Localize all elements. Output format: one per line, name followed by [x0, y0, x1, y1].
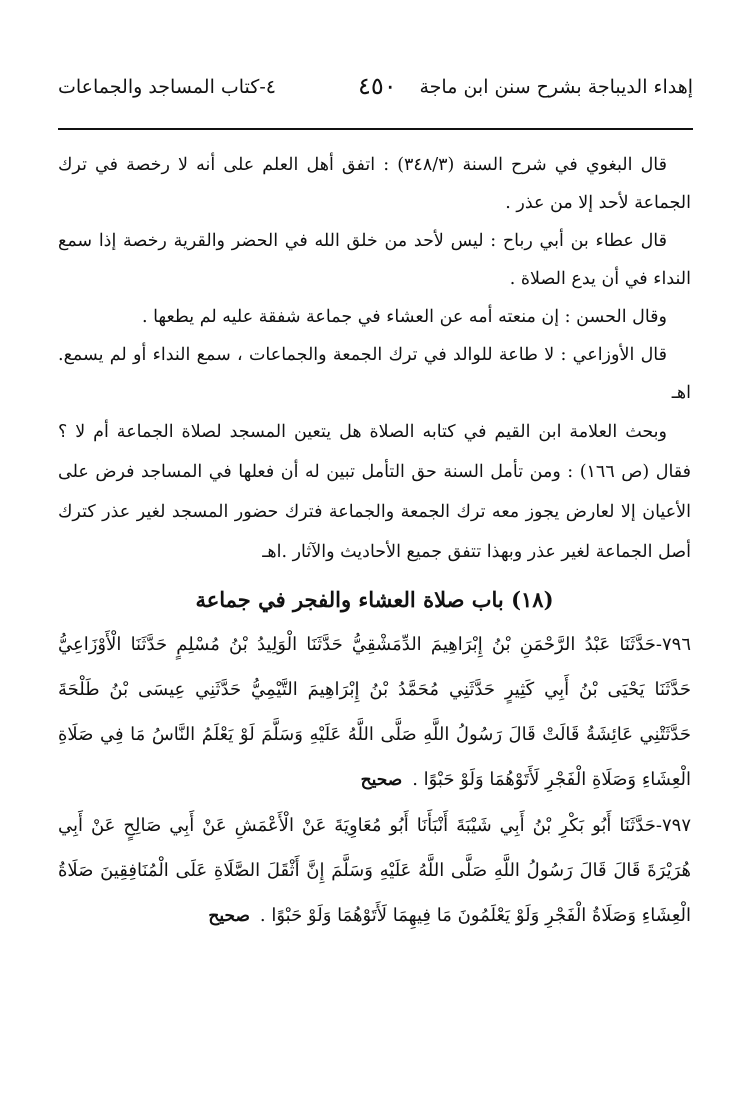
page-number: ٤٥٠	[358, 72, 397, 100]
running-head	[58, 72, 693, 108]
hadith-number: ٧٩٦-	[655, 634, 691, 655]
running-head-book-title: إهداء الديباجة بشرح سنن ابن ماجة	[419, 76, 693, 98]
page-body	[58, 146, 691, 939]
quote-baghawi: قال البغوي في شرح السنة (٣٤٨/٣) : اتفق أهل العلم على أنه لا رخصة في ترك الجماعة لأحد إلا من عذر .	[58, 155, 691, 213]
commentary-ibn-qayyim: وبحث العلامة ابن القيم في كتابه الصلاة هل يتعين المسجد لصلاة الجماعة أم لا ؟ فقال (ص ١٦٦) : ومن تأمل السنة حق التأمل تبين له أن فعلها في المساجد فرض على الأعيان إلا لعارض يجوز معه ترك الجمعة والجماعة فترك حضور المسجد لغير عذر كترك أصل الجماعة لغير عذر وبهذا تتفق جميع الأحاديث والآثار .اهـ	[58, 422, 691, 562]
hadith-797	[58, 803, 691, 939]
quote-ata: قال عطاء بن أبي رباح : ليس لأحد من خلق الله في الحضر والقرية رخصة إذا سمع النداء في أن يدع الصلاة .	[58, 231, 691, 289]
hadith-text: حَدَّثَنَا عَبْدُ الرَّحْمَنِ بْنُ إِبْرَاهِيمَ الدِّمَشْقِيُّ حَدَّثَنَا الْوَلِيدُ بْنُ مُسْلِمٍ حَدَّثَنَا الْأَوْزَاعِيُّ حَدَّثَنَا يَحْيَى بْنُ أَبِي كَثِيرٍ حَدَّثَنِي مُحَمَّدُ بْنُ إِبْرَاهِيمَ التَّيْمِيُّ حَدَّثَنِي عِيسَى بْنُ طَلْحَةَ حَدَّثَتْنِي عَائِشَةُ قَالَتْ قَالَ رَسُولُ اللَّهِ صَلَّى اللَّهُ عَلَيْهِ وَسَلَّمَ لَوْ يَعْلَمُ النَّاسُ مَا فِي صَلَاةِ الْعِشَاءِ وَصَلَاةِ الْفَجْرِ لَأَتَوْهُمَا وَلَوْ حَبْوًا .	[58, 634, 691, 790]
chapter-title: (١٨) باب صلاة العشاء والفجر في جماعة	[195, 587, 554, 612]
hadith-grade: صحيح	[208, 906, 250, 926]
quote-awzai: قال الأوزاعي : لا طاعة للوالد في ترك الجمعة والجماعات ، سمع النداء أو لم يسمع. اهـ	[58, 345, 691, 403]
quote-hasan: وقال الحسن : إن منعته أمه عن العشاء في جماعة شفقة عليه لم يطعها .	[141, 307, 667, 327]
hadith-number: ٧٩٧-	[655, 815, 691, 836]
hadith-text: حَدَّثَنَا أَبُو بَكْرِ بْنُ أَبِي شَيْبَةَ أَنْبَأَنَا أَبُو مُعَاوِيَةَ عَنْ الْأَعْمَشِ عَنْ أَبِي صَالِحٍ عَنْ أَبِي هُرَيْرَةَ قَالَ قَالَ رَسُولُ اللَّهِ صَلَّى اللَّهُ عَلَيْهِ وَسَلَّمَ إِنَّ أَثْقَلَ الصَّلَاةِ عَلَى الْمُنَافِقِينَ صَلَاةُ الْعِشَاءِ وَصَلَاةُ الْفَجْرِ وَلَوْ يَعْلَمُونَ مَا فِيهِمَا لَأَتَوْهُمَا وَلَوْ حَبْوًا .	[58, 815, 691, 926]
hadith-796	[58, 622, 691, 803]
header-divider	[58, 128, 693, 130]
running-head-chapter: ٤-كتاب المساجد والجماعات	[58, 76, 276, 98]
scholar-quotes	[58, 146, 691, 412]
hadith-grade: صحيح	[360, 770, 403, 790]
